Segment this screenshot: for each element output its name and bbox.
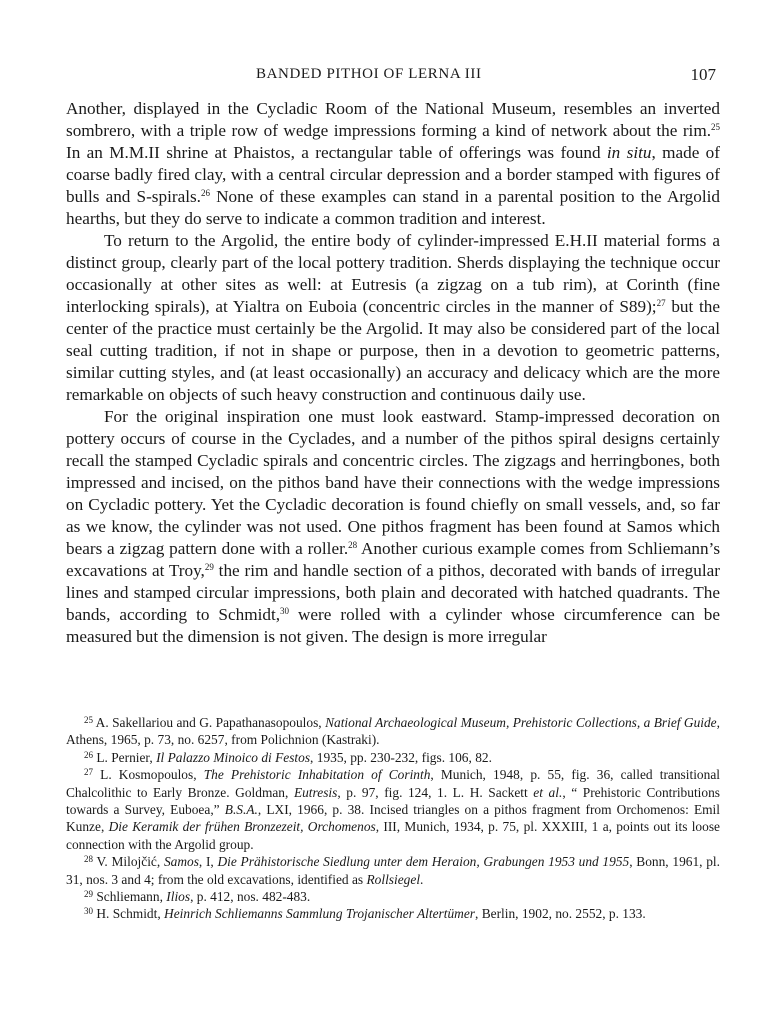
running-head	[66, 66, 716, 88]
page-number: 107	[690, 65, 716, 84]
footnote-ref-27[interactable]: 27	[656, 298, 666, 308]
footnote-ref-25[interactable]: 25	[711, 122, 720, 132]
footnote-29: $^{29}$ Schliemann, Ilios, p. 412, nos. 482-483.	[84, 889, 311, 905]
footnote-ref-28[interactable]: 28	[348, 540, 358, 550]
footnote-ref-29[interactable]: 29	[204, 562, 214, 572]
paragraph-3: For the original inspiration one must look eastward. Stamp-impressed decoration on pottery occurs of course in the Cyclades, and a number of the pithos spiral designs certainly recall the stamped Cycladic spirals and concentric circles. The zigzags and herringbones, both impressed and incised, on the pithos band have their connections with the wedge impressions on Cycladic pottery. Yet the Cycladic decoration is found chiefly on small vessels, and, so far as we know, the cylinder was not used. One pithos fragment has been found at Samos which bears a zigzag pattern done with a roller.$^{28}$ Another curious example comes from Schliemann’s excavations at Troy,$^{29}$ the rim and handle section of a pithos, decorated with bands of irregular lines and stamped circular impressions, both plain and decorated with hatched quadrants. The bands, according to Schmidt,$^{30}$ were rolled with a cylinder whose circumference can be measured but the dimension is not given. The design is more irregular	[66, 407, 721, 646]
footnote-30: $^{30}$ H. Schmidt, Heinrich Schliemanns Sammlung Trojanischer Altertümer, Berlin, 1902, no. 2552, p. 133.	[84, 906, 646, 922]
footnote-26: $^{26}$ L. Pernier, Il Palazzo Minoico di Festos, 1935, pp. 230-232, figs. 106, 82.	[84, 749, 492, 765]
footnote-28: $^{28}$ V. Milojčić, Samos, I, Die Prähistorische Siedlung unter dem Heraion, Grabungen 1953 und 1955, Bonn, 1961, pl. 31, nos. 3 and 4; from the old excavations, identified as Rollsiegel.	[66, 854, 720, 887]
footnote-25: $^{25}$ A. Sakellariou and G. Papathanasopoulos, National Archaeological Museum, Prehistoric Collections, a Brief Guide, Athens, 1965, p. 73, no. 6257, from Polichnion (Kastraki).	[66, 715, 720, 748]
running-title: BANDED PITHOI OF LERNA III	[256, 66, 482, 82]
footnotes	[66, 714, 720, 923]
paragraph-1: Another, displayed in the Cycladic Room of the National Museum, resembles an inverted sombrero, with a triple row of wedge impressions forming a kind of network about the rim.$^{25}$ In an M.M.II shrine at Phaistos, a rectangular table of offerings was found in situ, made of coarse badly fired clay, with a central circular depression and a border stamped with figures of bulls and S-spirals.$^{26}$ None of these examples can stand in a parental position to the Argolid hearths, but they do serve to indicate a common tradition and interest.	[66, 99, 721, 228]
footnote-27: $^{27}$ L. Kosmopoulos, The Prehistoric Inhabitation of Corinth, Munich, 1948, p. 55, fig. 36, called transitional Chalcolithic to Early Bronze. Goldman, Eutresis, p. 97, fig. 124, 1. L. H. Sackett et al., “ Prehistoric Contributions towards a Survey, Euboea,” B.S.A., LXI, 1966, p. 38. Incised triangles on a pithos fragment from Orchomenos: Emil Kunze, Die Keramik der frühen Bronzezeit, Orchomenos, III, Munich, 1934, p. 75, pl. XXXIII, 1 a, points out its loose connection with the Argolid group.	[66, 767, 720, 852]
paragraph-2: To return to the Argolid, the entire body of cylinder-impressed E.H.II material forms a distinct group, clearly part of the local pottery tradition. Sherds displaying the technique occur occasionally at other sites as well: at Eutresis (a zigzag on a tub rim), at Corinth (fine interlocking spirals), at Yialtra on Euboia (concentric circles in the manner of S89);$^{27}$ but the center of the practice must certainly be the Argolid. It may also be considered part of the local seal cutting tradition, if not in shape or purpose, then in a devotion to geometric patterns, similar cutting styles, and (at least occasionally) an accuracy and delicacy which are the more remarkable on objects of such heavy construction and continuous daily use.	[66, 231, 720, 404]
footnote-ref-30[interactable]: 30	[280, 606, 290, 616]
body-text	[66, 98, 720, 648]
footnote-ref-26[interactable]: 26	[200, 188, 210, 198]
